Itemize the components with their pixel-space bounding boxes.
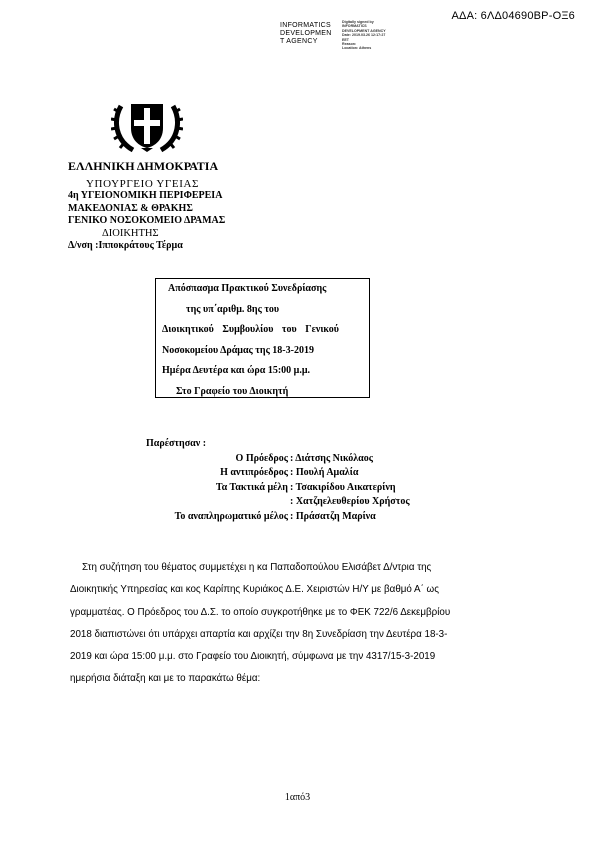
administration-title: ΔΙΟΙΚΗΤΗΣ: [102, 227, 159, 239]
box-line: Απόσπασμα Πρακτικού Συνεδρίασης: [168, 283, 327, 294]
body-line: 2018 διαπιστώνει ότι υπάρχει απαρτία και αρχίζει την 8η Συνεδρίαση την Δευτέρα 18-3-: [70, 628, 448, 640]
signature-detail-line: EET: [342, 37, 349, 42]
attendance-role: [110, 495, 290, 510]
attendance-section: [110, 437, 410, 524]
attendance-name: : Τσακιρίδου Αικατερίνη: [290, 481, 396, 493]
signature-detail-line: Date: 2019.03.26 12:17:27: [342, 33, 386, 38]
coat-of-arms-emblem: [111, 98, 183, 154]
box-line: της υπ΄αριθμ. 8ης του: [186, 303, 280, 315]
attendance-name: : Πράσατζη Μαρίνα: [290, 510, 376, 522]
stamp-line: INFORMATICS: [280, 22, 332, 29]
box-line: Νοσοκομείου Δράμας της 18-3-2019: [162, 344, 314, 356]
country-title: ΕΛΛΗΝΙΚΗ ΔΗΜΟΚΡΑΤΙΑ: [68, 159, 219, 173]
signature-detail-line: Location: Athens: [342, 46, 372, 51]
body-line: γραμματέας. Ο Πρόεδρος του Δ.Σ. το οποίο συγκροτήθηκε με το ΦΕΚ 722/6 Δεκεμβρίου: [70, 606, 451, 618]
stamp-line: DEVELOPMEN: [280, 30, 332, 37]
page-number: 1από3: [284, 792, 311, 803]
minutes-body: [70, 557, 530, 691]
ada-code: ΑΔΑ: 6ΛΔ04690ΒΡ-ΟΞ6: [451, 10, 575, 22]
attendance-table: [110, 452, 410, 525]
signature-detail-line: Digitally signed by: [342, 20, 374, 24]
region-subtitle: ΜΑΚΕΔΟΝΙΑΣ & ΘΡΑΚΗΣ: [68, 202, 193, 214]
address-line: Δ/νση :Ιπποκράτους Τέρμα: [68, 240, 183, 251]
signature-detail-line: Reason:: [342, 42, 357, 47]
attendance-role: Ο Πρόεδρος: [235, 452, 288, 464]
signature-detail-line: DEVELOPMENT AGENCY: [342, 28, 386, 33]
body-line: ημερήσια διάταξη και με το παρακάτω θέμα:: [70, 673, 261, 685]
region-title: 4η ΥΓΕΙΟΝΟΜΙΚΗ ΠΕΡΙΦΕΡΕΙΑ: [68, 190, 223, 201]
attendance-title: Παρέστησαν :: [146, 438, 207, 449]
attendance-row: [110, 452, 410, 467]
body-line: Διοικητικής Υπηρεσίας και κος Καρίπης Κυριάκος Δ.Ε. Χειριστών Η/Υ με βαθμό Α΄ ως: [70, 584, 439, 596]
box-line: Ημέρα Δευτέρα και ώρα 15:00 μ.μ.: [162, 365, 311, 376]
box-line: Στο Γραφείο του Διοικητή: [176, 385, 289, 397]
attendance-name: : Διάτσης Νικόλαος: [290, 452, 373, 464]
signature-detail-line: INFORMATICS: [342, 24, 367, 29]
signature-details: [342, 20, 412, 51]
letterhead: [68, 160, 225, 253]
ministry-title: ΥΠΟΥΡΓΕΙΟ ΥΓΕΙΑΣ: [86, 177, 200, 190]
attendance-name: : Πουλή Αμαλία: [290, 467, 359, 478]
minutes-info-box: [155, 278, 370, 398]
attendance-role: Η αντιπρόεδρος: [220, 467, 288, 478]
attendance-role: Το αναπληρωματικό μέλος: [174, 510, 288, 522]
body-line: 2019 και ώρα 15:00 μ.μ. στο Γραφείο του Διοικητή, σύμφωνα με την 4317/15-3-2019: [70, 651, 436, 663]
stamp-line: T AGENCY: [280, 38, 318, 45]
attendance-name: : Χατζηελευθερίου Χρήστος: [290, 496, 410, 507]
attendance-role: Τα Τακτικά μέλη: [215, 481, 288, 493]
attendance-row: [110, 466, 410, 481]
attendance-row: [110, 481, 410, 496]
box-line: Διοικητικού Συμβουλίου του Γενικού: [162, 324, 339, 335]
hospital-title: ΓΕΝΙΚΟ ΝΟΣΟΚΟΜΕΙΟ ΔΡΑΜΑΣ: [68, 215, 226, 226]
body-line: Στη συζήτηση του θέματος συμμετέχει η κα Παπαδοπούλου Ελισάβετ Δ/ντρια της: [82, 562, 432, 573]
attendance-row: [110, 510, 410, 525]
attendance-row: [110, 495, 410, 510]
